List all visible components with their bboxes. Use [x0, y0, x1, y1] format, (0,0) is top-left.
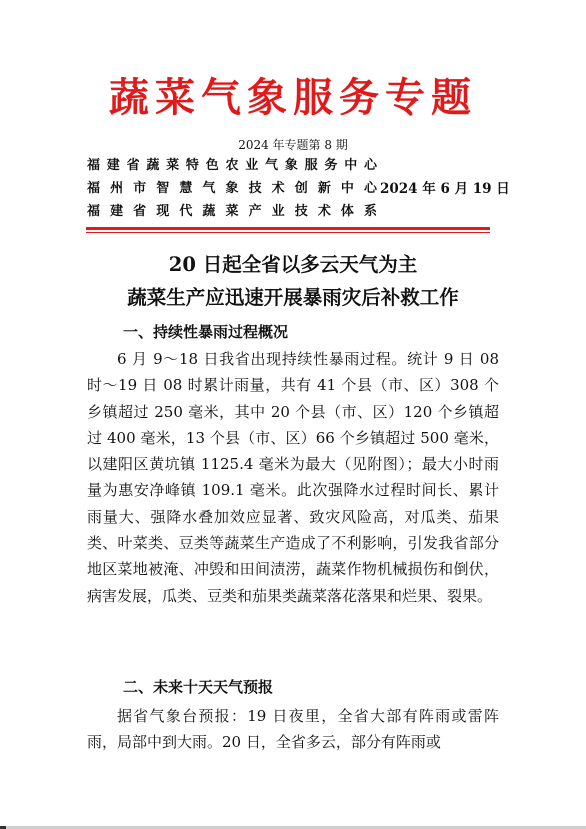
headline-line-2: 蔬菜生产应迅速开展暴雨灾后补救工作 [127, 286, 459, 309]
header-divider-thick [86, 227, 490, 230]
section-paragraph: 6 月 9～18 日我省出现持续性暴雨过程。统计 9 日 08 时～19 日 08 时累计雨量，共有 41 个县（市、区）308 个乡镇超过 250 毫米，其中 20 个县（市、区）120 个乡镇超过 400 毫米，13 个县（市、区）66 个乡镇超过 500 毫米，以建阳区黄坑镇 1125.4 毫米为最大（见附图）；最大小时雨量为惠安净峰镇 109.1 毫米。此次强降水过程时间长、累计雨量大、强降水叠加效应显著、致灾风险高，对瓜类、茄果类、叶菜类、豆类等蔬菜生产造成了不利影响，引发我省部分地区菜地被淹、冲毁和田间渍涝，蔬菜作物机械损伤和倒伏，病害发展，瓜类、豆类和茄果类蔬菜落花落果和烂果、裂果。 [87, 350, 499, 605]
masthead-title: 蔬菜气象服务专题 [109, 75, 477, 121]
organization-name: 福建省蔬菜特色农业气象服务中心 [87, 158, 377, 173]
organization-name: 福州市智慧气象技术创新中心 [87, 181, 377, 196]
organization-name: 福建省现代蔬菜产业技术体系 [87, 204, 377, 219]
section-paragraph: 据省气象台预报：19 日夜里，全省大部有阵雨或雷阵雨，局部中到大雨。20 日，全省多云，部分有阵雨或 [87, 707, 499, 752]
headline-line-1: 20 日起全省以多云天气为主 [168, 253, 418, 276]
issue-number: 2024 年专题第 8 期 [238, 138, 348, 152]
publication-date: 2024 年 6 月 19 日 [380, 181, 510, 197]
header-divider-thin [86, 232, 490, 233]
organization-list [87, 154, 377, 223]
section-heading: 二、未来十天天气预报 [123, 678, 274, 696]
section-heading: 一、持续性暴雨过程概况 [123, 323, 289, 341]
